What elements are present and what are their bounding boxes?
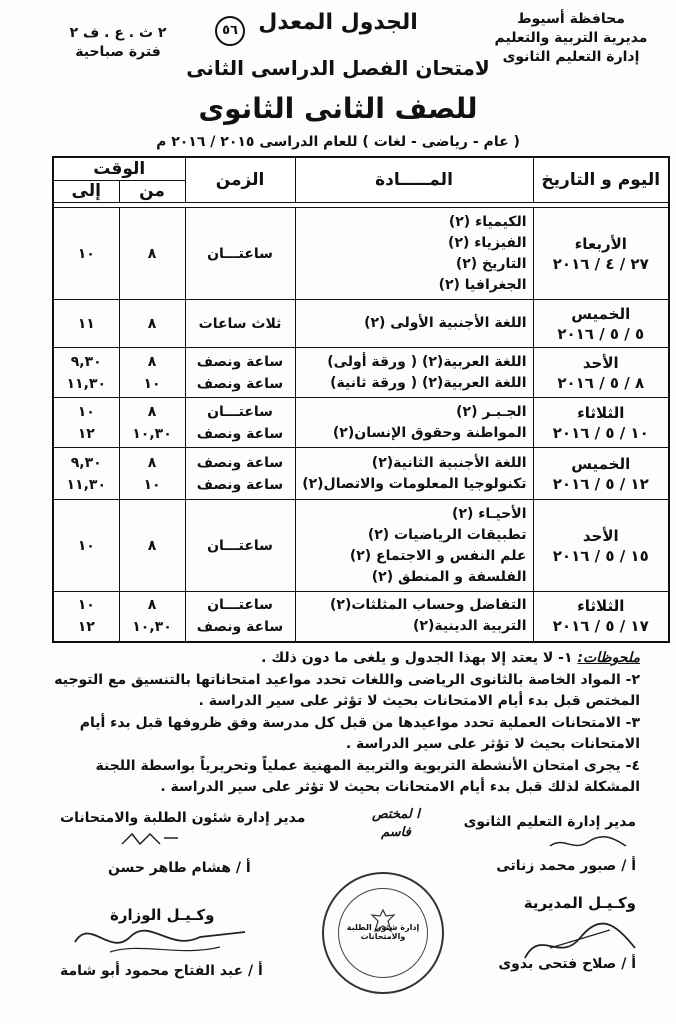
table-row: [53, 208, 669, 300]
note-item: ٤- يجرى امتحان الأنشطة التربوية والتربية المهنية عملياً وتحريرياً بواسطة اللجنة المشكلة لذلك قبل بدء أيام الامتحانات بحيث لا تؤثر على سير الدراسة .: [95, 758, 640, 795]
name-exams-director: أ / هشام طاهر حسن: [108, 860, 251, 876]
row-duration: ساعة ونصف: [196, 375, 284, 392]
row-to: ١٠: [53, 500, 119, 592]
header-duration: الزمن: [185, 157, 295, 203]
row-subject: تكنولوجيا المعلومات والاتصال(٢): [302, 475, 527, 492]
row-to: ١١,٣٠: [66, 476, 106, 493]
signature-title-deputy-directorate: وكـيـل المديرية: [523, 894, 636, 912]
row-to: ١٢: [77, 619, 95, 636]
row-subject: التربية الدينية(٢): [413, 618, 527, 635]
row-duration: ساعة ونصف: [196, 353, 284, 370]
header-from: من: [119, 180, 185, 202]
name-deputy-ministry: أ / عبد الفتاح محمود أبو شامة: [60, 963, 263, 979]
handwritten-line: فاسم: [381, 825, 411, 840]
row-date: ١٢ / ٥ / ٢٠١٦: [552, 474, 649, 493]
table-row: [53, 348, 669, 398]
row-from: ٨: [147, 597, 157, 614]
row-from: ٨: [147, 454, 157, 471]
name-secondary-director: أ / صبور محمد زناتى: [496, 858, 636, 874]
row-date: ٢٧ / ٤ / ٢٠١٦: [552, 254, 649, 273]
row-from: ١٠: [143, 476, 161, 493]
row-from: ١٠: [143, 375, 161, 392]
row-subject: التفاضل وحساب المثلثات(٢): [329, 597, 527, 614]
header-time: الوقت: [53, 157, 185, 180]
row-duration: ثلاث ساعات: [185, 300, 295, 348]
row-duration: ساعة ونصف: [196, 476, 284, 493]
notes-label: ملحوظات:: [577, 650, 640, 666]
row-duration: ساعة ونصف: [196, 619, 284, 636]
governorate-line: محافظة أسيوط: [517, 11, 625, 27]
row-date: ٨ / ٥ / ٢٠١٦: [557, 373, 645, 392]
notes-section: [40, 648, 640, 799]
row-duration: ساعتـــان: [207, 403, 273, 420]
row-from: ٨: [147, 403, 157, 420]
row-subject: تطبيقات الرياضيات (٢): [367, 526, 527, 543]
row-subject: اللغة الأجنبية الثانية(٢): [371, 454, 527, 471]
row-from: ١٠,٣٠: [132, 425, 172, 442]
row-duration: ساعة ونصف: [196, 425, 284, 442]
name-deputy-directorate: أ / صلاح فتحى بدوى: [498, 956, 636, 972]
exam-schedule-table: [52, 156, 670, 643]
row-date: ١٥ / ٥ / ٢٠١٦: [552, 546, 649, 565]
row-from: ١٠,٣٠: [132, 619, 172, 636]
signature-title-deputy-ministry: وكـيـل الوزارة: [110, 906, 215, 924]
signature-scribble-icon: [120, 830, 180, 850]
table-row: [53, 448, 669, 500]
table-row: [53, 500, 669, 592]
document-number-badge: ٥٦: [215, 16, 245, 46]
directorate-line: مديرية التربية والتعليم: [494, 30, 648, 46]
row-subject: الأحيـاء (٢): [452, 505, 527, 522]
row-from: ٨: [119, 300, 185, 348]
row-to: ١١: [53, 300, 119, 348]
row-day: الخميس: [571, 304, 631, 323]
handwritten-note: [372, 806, 420, 842]
row-subject: الجغرافيا (٢): [438, 276, 527, 293]
row-subject: الفلسفة و المنطق (٢): [371, 568, 527, 585]
session-label: فترة صباحية: [75, 44, 161, 60]
official-stamp: [322, 872, 444, 994]
row-to: ١٠: [77, 597, 95, 614]
row-subject: اللغة العربية(٢) ( ورقة أولى): [327, 353, 527, 370]
row-to: ١١,٣٠: [66, 375, 106, 392]
row-subject: اللغة العربية(٢) ( ورقة ثانية): [330, 374, 527, 391]
row-day: الأحد: [582, 353, 619, 372]
row-to: ١٠: [53, 208, 119, 300]
row-subject: المواطنة وحقوق الإنسان(٢): [332, 424, 527, 441]
row-to: ١٠: [77, 403, 95, 420]
header-subject: المـــــادة: [295, 157, 533, 203]
row-subject: اللغة الأجنبية الأولى (٢): [364, 315, 527, 331]
note-item: ٣- الامتحانات العملية تحدد مواعيدها من قبل كل مدرسة وفق ظروفها قبل بدء أيام الامتحانات بحيث لا تؤثر على سير الدراسة .: [79, 715, 640, 752]
row-from: ٨: [147, 353, 157, 370]
administration-line: إدارة التعليم الثانوى: [502, 49, 640, 65]
row-from: ٨: [119, 208, 185, 300]
row-day: الثلاثاء: [577, 403, 625, 422]
row-duration: ساعتـــان: [185, 208, 295, 300]
row-to: ٩,٣٠: [70, 353, 102, 370]
row-date: ١٧ / ٥ / ٢٠١٦: [552, 617, 649, 636]
row-to: ١٢: [77, 425, 95, 442]
table-row: [53, 592, 669, 642]
signature-title-secondary-director: مدير إدارة التعليم الثانوى: [463, 814, 636, 830]
row-duration: ساعة ونصف: [196, 454, 284, 471]
header-to: إلى: [53, 180, 119, 202]
row-day: الخميس: [571, 454, 631, 473]
row-subject: الجـبـر (٢): [456, 403, 527, 420]
page-title: الجدول المعدل: [258, 10, 418, 35]
header-day: اليوم و التاريخ: [533, 157, 669, 203]
signature-title-exams-director: مدير إدارة شئون الطلبة والامتحانات: [60, 810, 306, 826]
exam-title: لامتحان الفصل الدراسى الثانى: [186, 56, 490, 80]
exam-code: ٢ ث . ع . ف ٢: [69, 25, 167, 41]
row-duration: ساعتـــان: [185, 500, 295, 592]
signature-scribble-icon: [548, 834, 628, 854]
note-item: ٢- المواد الخاصة بالثانوى الرياضى واللغات تحدد مواعيد امتحاناتها بالتنسيق مع التوجيه المختص قبل بدء أيام الامتحانات بحيث لا تؤثر على سير الدراسة .: [54, 672, 640, 709]
handwritten-line: ا لمختص: [372, 807, 420, 822]
row-date: ٥ / ٥ / ٢٠١٦: [557, 324, 645, 343]
table-header-row: [53, 157, 669, 180]
note-item: ١- لا يعتد إلا بهذا الجدول و يلغى ما دون ذلك .: [261, 650, 573, 666]
row-subject: التاريخ (٢): [455, 255, 527, 272]
row-subject: الفيزياء (٢): [448, 234, 527, 251]
table-row: [53, 398, 669, 448]
table-row: [53, 300, 669, 348]
row-from: ٨: [119, 500, 185, 592]
row-day: الأربعاء: [574, 234, 627, 253]
signature-scribble-icon: [70, 912, 250, 962]
row-subject: علم النفس و الاجتماع (٢): [349, 547, 527, 564]
row-duration: ساعتـــان: [207, 597, 273, 614]
row-day: الأحد: [582, 526, 619, 545]
stamp-text: إدارة شئون الطلبة والامتحانات: [346, 923, 420, 941]
row-subject: الكيمياء (٢): [448, 213, 527, 230]
grade-title: للصف الثانى الثانوى: [198, 92, 478, 125]
school-year-subtitle: ( عام - رياضى - لغات ) للعام الدراسى ٢٠١٥ / ٢٠١٦ م: [156, 134, 520, 150]
row-day: الثلاثاء: [577, 597, 625, 616]
row-date: ١٠ / ٥ / ٢٠١٦: [552, 423, 649, 442]
row-to: ٩,٣٠: [70, 454, 102, 471]
